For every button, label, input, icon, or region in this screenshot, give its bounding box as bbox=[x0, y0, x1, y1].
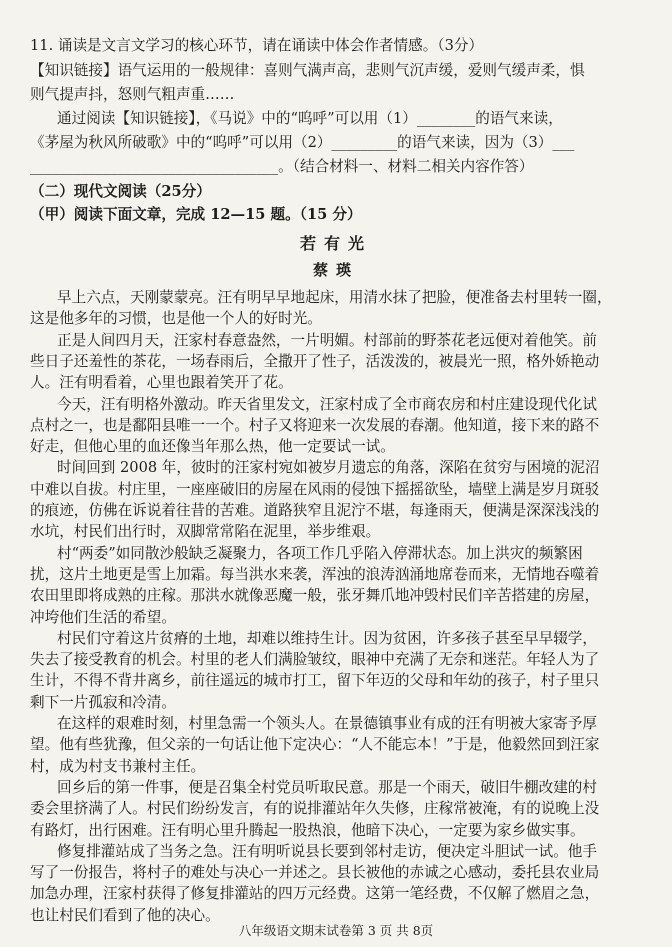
section-subheading: （甲）阅读下面文章，完成 12—15 题。（15 分） bbox=[30, 206, 362, 223]
article-line: 生计，不得不背井离乡，前往遥远的城市打工，留下年迈的父母和年幼的孩子，村子里只 bbox=[30, 672, 600, 690]
page-footer: 八年级语文期末试卷第 3 页 共 8页 bbox=[238, 923, 434, 938]
q11-link-line1: 【知识链接】语气运用的一般规律：喜则气满声高，悲则气沉声缓，爱则气缓声柔，惧 bbox=[30, 62, 585, 79]
article-line: 正是人间四月天，汪家村春意盎然，一片明媚。村部前的野茶花老远便对着他笑。前 bbox=[57, 331, 597, 349]
article-line: 失去了接受教育的机会。村里的老人们满脸皱纹，眼神中充满了无奈和迷茫。年轻人为了 bbox=[30, 651, 600, 669]
article-line: 的痕迹，仿佛在诉说着往昔的苦难。道路狭窄且泥泞不堪，每逢雨天，便满是深深浅浅的 bbox=[30, 502, 600, 519]
q11-prompt-line3: __________________________________。（结合材料一、材料二相关内容作答） bbox=[30, 158, 534, 175]
article-line: 回乡后的第一件事，便是召集全村党员听取民意。那是一个雨天，破旧牛棚改建的村 bbox=[57, 778, 597, 796]
article-line: 写了一份报告，将村子的难处与决心一并述之。县长被他的赤诚之心感动，委托县农业局 bbox=[30, 864, 600, 882]
article-line: 冲垮他们生活的希望。 bbox=[30, 608, 176, 626]
section-heading: （二）现代文阅读（25分） bbox=[30, 183, 211, 200]
q11-prompt-line2: 《茅屋为秋风所破歌》中的“呜呼”可以用（2）_________的语气来读，因为（3）___ bbox=[30, 134, 575, 151]
article-line: 扰，这片土地更是雪上加霜。每当洪水来袭，浑浊的浪涛汹涌地席卷而来，无情地吞噬着 bbox=[30, 565, 600, 583]
article-line: 剩下一片孤寂和冷清。 bbox=[30, 693, 176, 711]
article-line: 这是他多年的习惯，也是他一个人的好时光。 bbox=[30, 310, 322, 328]
article-title: 若有光 bbox=[299, 234, 372, 253]
article-line: 水坑，村民们出行时，双脚常常陷在泥里，举步维艰。 bbox=[30, 523, 381, 541]
article-line: 时间回到 2008 年，彼时的汪家村宛如被岁月遗忘的角落，深陷在贫穷与困境的泥沼 bbox=[57, 459, 600, 477]
article-line: 农田里即将成熟的庄稼。那洪水就像恶魔一般，张牙舞爪地冲毁村民们辛苦搭建的房屋， bbox=[30, 587, 600, 605]
article-line: 望。他有些犹豫，但父亲的一句话让他下定决心：“人不能忘本！”于是，他毅然回到汪家 bbox=[30, 736, 600, 754]
q11-stem: 11. 诵读是文言文学习的核心环节，请在诵读中体会作者情感。（3分） bbox=[30, 37, 484, 54]
article-line: 今天，汪有明格外激动。昨天省里发文，汪家村成了全市商农房和村庄建设现代化试 bbox=[57, 395, 597, 413]
article-line: 有路灯，出行困难。汪有明心里升腾起一股热浪，他暗下决心，一定要为家乡做实事。 bbox=[30, 821, 585, 839]
q11-prompt-line1: 通过阅读【知识链接】，《马说》中的“呜呼”可以用（1）________的语气来读， bbox=[57, 110, 563, 127]
article-line: 也让村民们看到了他的决心。 bbox=[30, 906, 220, 924]
article-line: 修复排灌站成了当务之急。汪有明听说县长要到邻村走访，便决定斗胆试一试。他手 bbox=[57, 842, 597, 860]
article-line: 委会里挤满了人。村民们纷纷发言，有的说排灌站年久失修，庄稼常被淹，有的说晚上没 bbox=[30, 800, 600, 818]
article-line: 点村之一，也是鄱阳县唯一一个。村子又将迎来一次发展的春潮。他知道，接下来的路不 bbox=[30, 416, 600, 434]
article-line: 村民们守着这片贫瘠的土地，却难以维持生计。因为贫困，许多孩子甚至早早辍学， bbox=[57, 629, 597, 647]
article-line: 在这样的艰难时刻，村里急需一个领头人。在景德镇事业有成的汪有明被大家寄予厚 bbox=[57, 715, 597, 732]
article-author: 蔡瑛 bbox=[312, 261, 359, 279]
article-line: 中难以自拔。村庄里，一座座破旧的房屋在风雨的侵蚀下摇摇欲坠，墙壁上满是岁月斑驳 bbox=[30, 480, 600, 498]
article-line: 早上六点，天刚蒙蒙亮。汪有明早早地起床，用清水抹了把脸，便准备去村里转一圈， bbox=[57, 289, 612, 306]
article-line: 人。汪有明看着，心里也跟着笑开了花。 bbox=[30, 374, 293, 392]
article-line: 加急办理，汪家村获得了修复排灌站的四万元经费。这第一笔经费，不仅解了燃眉之急， bbox=[30, 885, 600, 903]
article-line: 些日子还羞性的茶花，一场春雨后，全撒开了性子，活泼泼的，被晨光一照，格外娇艳动 bbox=[30, 352, 600, 370]
article-line: 村“两委”如同散沙般缺乏凝聚力，各项工作几乎陷入停滞状态。加上洪灾的频繁困 bbox=[57, 544, 583, 562]
q11-link-line2: 则气提声抖，怒则气粗声重…… bbox=[30, 86, 235, 103]
article-line: 村，成为村支书兼村主任。 bbox=[30, 757, 206, 775]
article-line: 好走，但他心里的血还像当年那么热，他一定要试一试。 bbox=[30, 438, 395, 456]
